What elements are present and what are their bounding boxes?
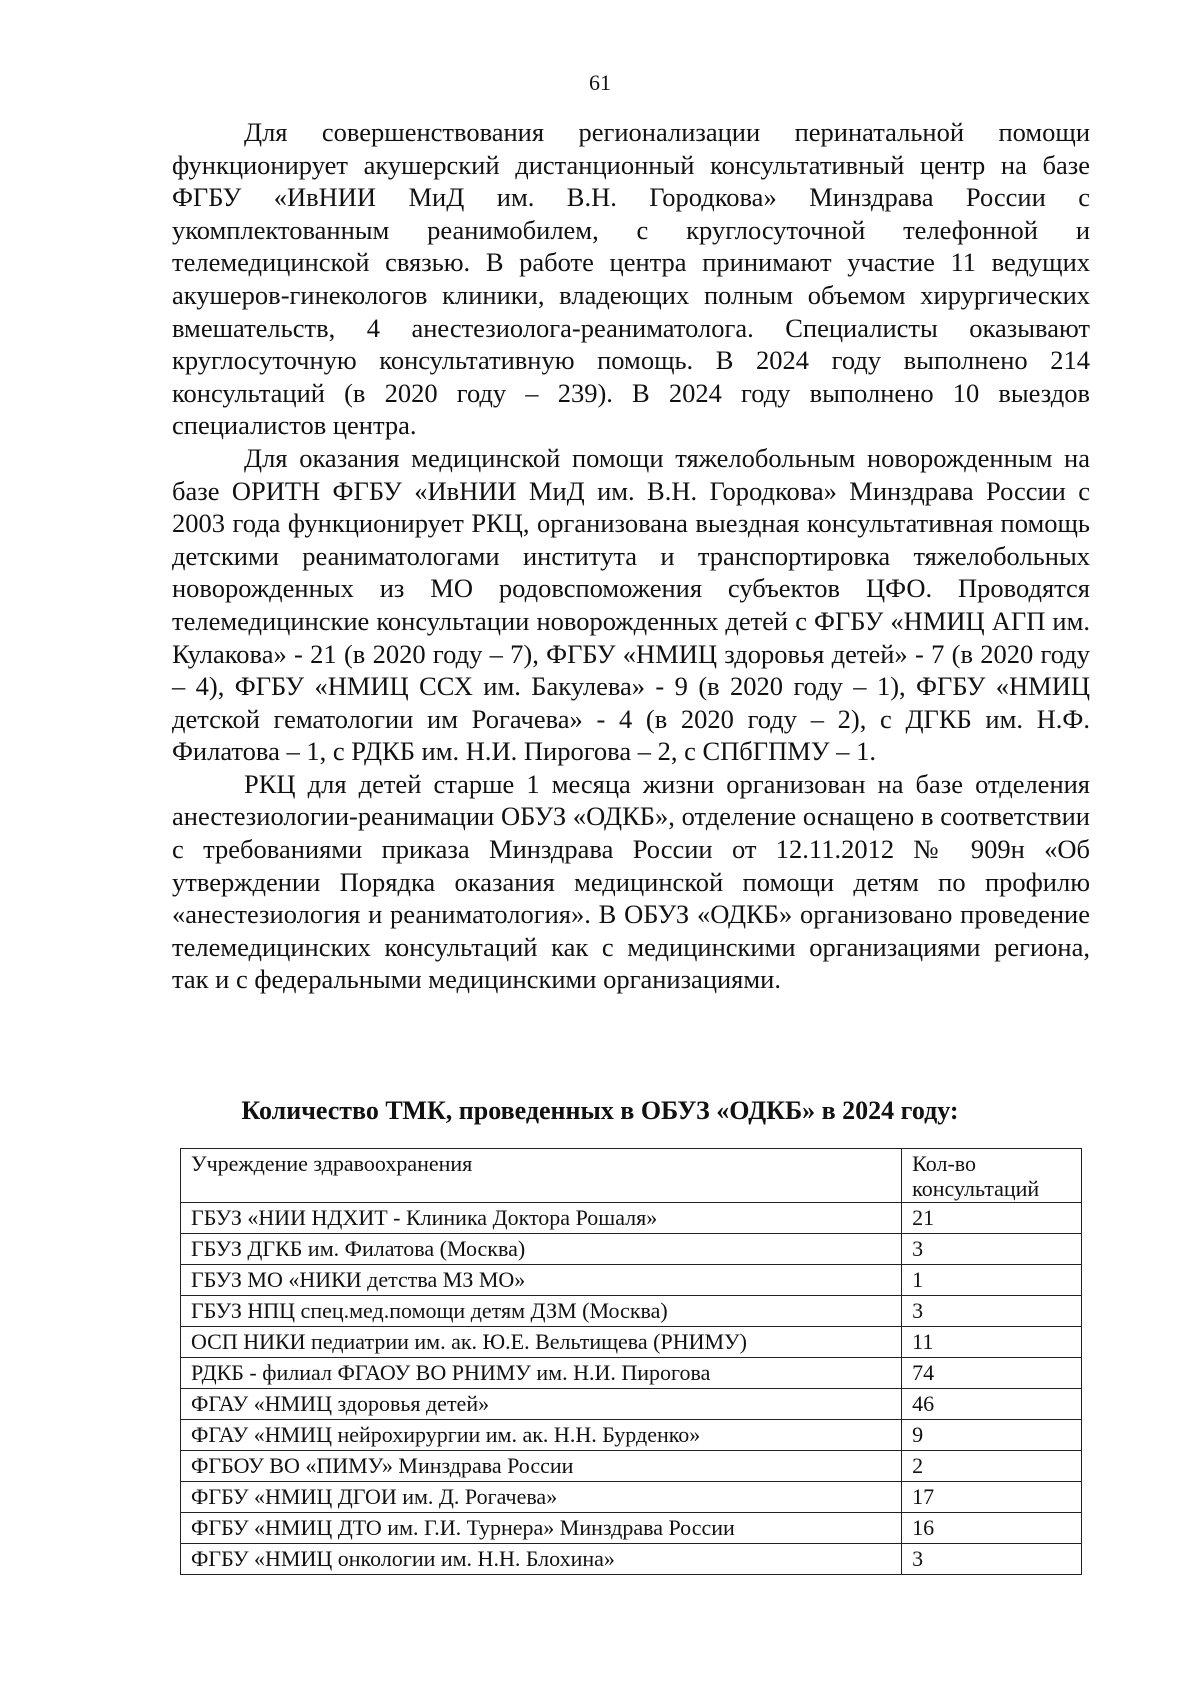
- paragraph-newborn-care: Для оказания медицинской помощи тяжелобольным новорожденным на базе ОРИТН ФГБУ «ИвНИИ МиД им. В.Н. Городкова» Минздрава России с 2003 года функционирует РКЦ, организована выездная консультативная помощь детскими реаниматологами института и транспортировка тяжелобольных новорожденных из МО родовспоможения субъектов ЦФО. Проводятся телемедицинские консультации новорожденных детей с ФГБУ «НМИЦ АГП им. Кулакова» - 21 (в 2020 году – 7), ФГБУ «НМИЦ здоровья детей» - 7 (в 2020 году – 4), ФГБУ «НМИЦ ССХ им. Бакулева» - 9 (в 2020 году – 1), ФГБУ «НМИЦ детской гематологии им Рогачева» - 4 (в 2020 году – 2), с ДГКБ им. Н.Ф. Филатова – 1, с РДКБ им. Н.И. Пирогова – 2, с СПбГПМУ – 1.: [172, 442, 1090, 767]
- count-cell: 3: [902, 1544, 1082, 1575]
- institution-cell: ОСП НИКИ педиатрии им. ак. Ю.Е. Вельтищева (РНИМУ): [181, 1327, 902, 1358]
- count-cell: 3: [902, 1296, 1082, 1327]
- table-row: [181, 1451, 1082, 1482]
- count-cell: 46: [902, 1389, 1082, 1420]
- table-body: [181, 1203, 1082, 1575]
- table-row: [181, 1482, 1082, 1513]
- count-cell: 21: [902, 1203, 1082, 1234]
- institution-cell: ГБУЗ ДГКБ им. Филатова (Москва): [181, 1234, 902, 1265]
- institution-cell: ФГАУ «НМИЦ нейрохирургии им. ак. Н.Н. Бурденко»: [181, 1420, 902, 1451]
- count-cell: 16: [902, 1513, 1082, 1544]
- institution-cell: ФГБУ «НМИЦ онкологии им. Н.Н. Блохина»: [181, 1544, 902, 1575]
- count-cell: 9: [902, 1420, 1082, 1451]
- tmk-table: [180, 1148, 1082, 1575]
- institution-cell: ФГБОУ ВО «ПИМУ» Минздрава России: [181, 1451, 902, 1482]
- count-cell: 17: [902, 1482, 1082, 1513]
- table-row: [181, 1234, 1082, 1265]
- table-row: [181, 1513, 1082, 1544]
- count-cell: 11: [902, 1327, 1082, 1358]
- table-title: Количество ТМК, проведенных в ОБУЗ «ОДКБ» в 2024 году:: [241, 1096, 959, 1125]
- institution-cell: ФГАУ «НМИЦ здоровья детей»: [181, 1389, 902, 1420]
- table-row: [181, 1389, 1082, 1420]
- count-cell: 74: [902, 1358, 1082, 1389]
- count-cell: 3: [902, 1234, 1082, 1265]
- institution-cell: РДКБ - филиал ФГАОУ ВО РНИМУ им. Н.И. Пирогова: [181, 1358, 902, 1389]
- table-row: [181, 1296, 1082, 1327]
- institution-cell: ГБУЗ МО «НИКИ детства МЗ МО»: [181, 1265, 902, 1296]
- table-row: [181, 1203, 1082, 1234]
- institution-cell: ГБУЗ НПЦ спец.мед.помощи детям ДЗМ (Москва): [181, 1296, 902, 1327]
- count-cell: 1: [902, 1265, 1082, 1296]
- institution-cell: ФГБУ «НМИЦ ДГОИ им. Д. Рогачева»: [181, 1482, 902, 1513]
- page-number: 61: [589, 70, 611, 95]
- table-row: [181, 1544, 1082, 1575]
- institution-cell: ГБУЗ «НИИ НДХИТ - Клиника Доктора Рошаля»: [181, 1203, 902, 1234]
- institution-cell: ФГБУ «НМИЦ ДТО им. Г.И. Турнера» Минздрава России: [181, 1513, 902, 1544]
- table-row: [181, 1265, 1082, 1296]
- paragraph-rkc-children: РКЦ для детей старше 1 месяца жизни организован на базе отделения анестезиологии-реанимации ОБУЗ «ОДКБ», отделение оснащено в соответствии с требованиями приказа Минздрава России от 12.11.2012 № 909н «Об утверждении Порядка оказания медицинской помощи детям по профилю «анестезиология и реаниматология». В ОБУЗ «ОДКБ» организовано проведение телемедицинских консультаций как с медицинскими организациями региона, так и с федеральными медицинскими организациями.: [172, 768, 1090, 995]
- count-cell: 2: [902, 1451, 1082, 1482]
- table-row: [181, 1420, 1082, 1451]
- column-header-institution: Учреждение здравоохранения: [181, 1149, 902, 1203]
- paragraph-perinatal-center: Для совершенствования регионализации перинатальной помощи функционирует акушерский дистанционный консультативный центр на базе ФГБУ «ИвНИИ МиД им. В.Н. Городкова» Минздрава России с укомплектованным реанимобилем, с круглосуточной телефонной и телемедицинской связью. В работе центра принимают участие 11 ведущих акушеров-гинекологов клиники, владеющих полным объемом хирургических вмешательств, 4 анестезиолога-реаниматолога. Специалисты оказывают круглосуточную консультативную помощь. В 2024 году выполнено 214 консультаций (в 2020 году – 239). В 2024 году выполнено 10 выездов специалистов центра.: [172, 117, 1090, 441]
- table-row: [181, 1358, 1082, 1389]
- table-row: [181, 1327, 1082, 1358]
- table-header-row: [181, 1149, 1082, 1203]
- column-header-count: Кол-во консультаций: [902, 1149, 1082, 1203]
- body-text: [172, 116, 1090, 996]
